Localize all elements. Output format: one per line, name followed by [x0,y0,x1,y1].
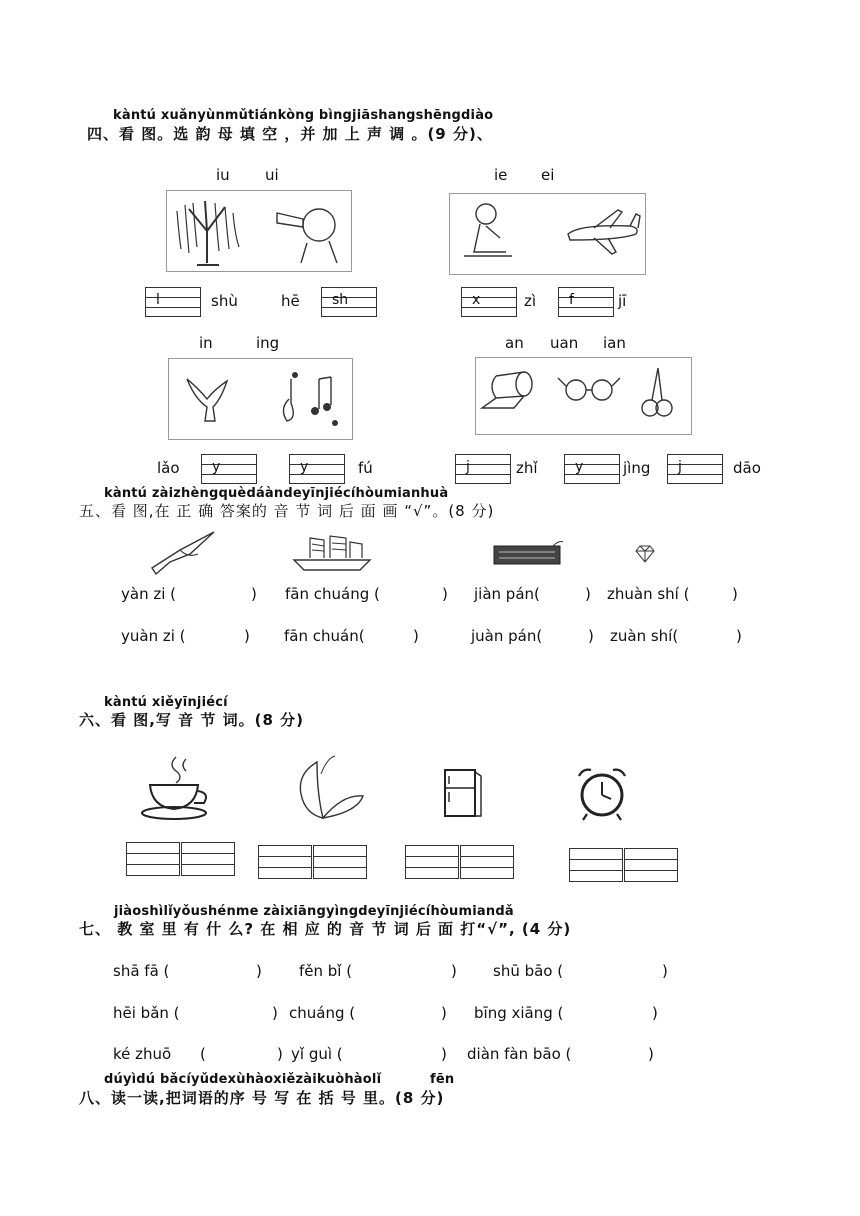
answer-box[interactable]: sh [321,287,377,317]
option-iu: iu [216,166,230,184]
answer-box[interactable]: y [201,454,257,484]
option-text: hēi bǎn ( [113,1004,180,1022]
syllable: jī [618,292,627,310]
answer-paren[interactable]: ) [736,627,742,645]
answer-box[interactable]: y [289,454,345,484]
answer-paren[interactable]: ( [200,1045,206,1063]
section-8-heading: 八、读一读,把词语的序 号 写 在 括 号 里。(8 分) [79,1089,445,1107]
picture-frame-willow-telescope [166,190,352,272]
option-ing: ing [256,334,280,352]
boy-telescope-icon [267,191,351,271]
pinyin-writing-grid[interactable] [126,842,236,876]
boy-writing-icon [450,194,530,274]
option-ei: ei [541,166,555,184]
answer-paren[interactable]: ) [451,962,457,980]
option-text: zhuàn shí ( [607,585,690,603]
answer-paren[interactable]: ) [732,585,738,603]
teacup-icon [136,755,212,821]
answer-box[interactable]: x [461,287,517,317]
diamond-icon [634,545,656,563]
keyboard-icon [493,540,565,568]
answer-paren[interactable]: ) [413,627,419,645]
section-8-pinyin: dúyìdú bǎcíyǔdexùhàoxiězàikuòhàolǐ [104,1072,382,1087]
answer-box[interactable]: y [564,454,620,484]
option-text: diàn fàn bāo ( [467,1045,572,1063]
refrigerator-icon [439,768,485,820]
option-text: shū bāo ( [493,962,564,980]
option-text: shā fā ( [113,962,170,980]
section-5-pinyin: kàntú zàizhèngquèdáàndeyīnjiécíhòumianhuà [104,486,449,501]
pinyin-writing-grid[interactable] [569,848,679,882]
paper-roll-icon [476,358,546,434]
answer-paren[interactable]: ) [585,585,591,603]
syllable: zì [524,292,537,310]
alarm-clock-icon [573,764,631,822]
answer-box[interactable]: j [455,454,511,484]
section-6-heading: 六、看 图,写 音 节 词。(8 分) [79,711,304,729]
butterfly-icon [287,754,369,824]
option-in: in [199,334,213,352]
option-text: fān chuán( [284,627,365,645]
answer-box[interactable]: l [145,287,201,317]
answer-paren[interactable]: ) [648,1045,654,1063]
picture-frame-paper-glasses-scissors [475,357,692,435]
answer-box[interactable]: f [558,287,614,317]
section-5-heading: 五、看 图,在 正 确 答案的 音 节 词 后 面 画 “√”。(8 分) [79,502,495,520]
option-text: yuàn zi ( [121,627,186,645]
section-4-pinyin: kàntú xuǎnyùnmǔtiánkòng bìngjiāshangshēngdiào [113,108,494,123]
section-7-heading: 七、 教 室 里 有 什 么? 在 相 应 的 音 节 词 后 面 打“√”, (4 分) [79,920,572,938]
picture-frame-writing-plane [449,193,646,275]
answer-paren[interactable]: ) [662,962,668,980]
option-text: fān chuáng ( [285,585,380,603]
syllable: lǎo [157,459,180,477]
pinyin-writing-grid[interactable] [258,845,368,879]
section-4-heading: 四、看 图。选 韵 母 填 空 ，并 加 上 声 调 。(9 分)、 [87,125,493,143]
music-notes-icon [269,359,352,439]
option-text: yǐ guì ( [291,1045,343,1063]
glasses-icon [556,358,626,434]
section-8-pinyin-fen: fēn [430,1072,455,1087]
option-text: ké zhuō [113,1045,172,1063]
option-text: juàn pán( [471,627,543,645]
syllable: jìng [623,459,651,477]
answer-paren[interactable]: ) [441,1004,447,1022]
answer-paren[interactable]: ) [244,627,250,645]
option-ian: ian [603,334,626,352]
option-ie: ie [494,166,508,184]
answer-paren[interactable]: ) [441,1045,447,1063]
option-text: yàn zi ( [121,585,177,603]
answer-paren[interactable]: ) [442,585,448,603]
answer-paren[interactable]: ) [277,1045,283,1063]
answer-paren[interactable]: ) [256,962,262,980]
scissors-icon [626,358,691,434]
sailboat-icon [290,534,374,574]
option-text: chuáng ( [289,1004,356,1022]
section-7-pinyin: jiàoshìlǐyǒushénme zàixiāngyìngdeyīnjiécíhòumiandǎ [114,904,514,919]
answer-paren[interactable]: ) [272,1004,278,1022]
airplane-icon [560,194,645,274]
syllable: shù [211,292,238,310]
picture-frame-eagle-music [168,358,353,440]
option-text: jiàn pán( [474,585,540,603]
swallow-icon [150,528,220,576]
option-text: bīng xiāng ( [474,1004,564,1022]
option-text: fěn bǐ ( [299,962,353,980]
answer-paren[interactable]: ) [588,627,594,645]
eagle-icon [169,359,249,439]
option-text: zuàn shí( [610,627,679,645]
syllable: zhǐ [516,459,538,477]
syllable: dāo [733,459,761,477]
syllable: fú [358,459,373,477]
option-an: an [505,334,524,352]
option-ui: ui [265,166,279,184]
pinyin-writing-grid[interactable] [405,845,515,879]
answer-box[interactable]: j [667,454,723,484]
section-6-pinyin: kàntú xiěyīnjiécí [104,695,228,710]
syllable: hē [281,292,300,310]
answer-paren[interactable]: ) [251,585,257,603]
answer-paren[interactable]: ) [652,1004,658,1022]
option-uan: uan [550,334,579,352]
